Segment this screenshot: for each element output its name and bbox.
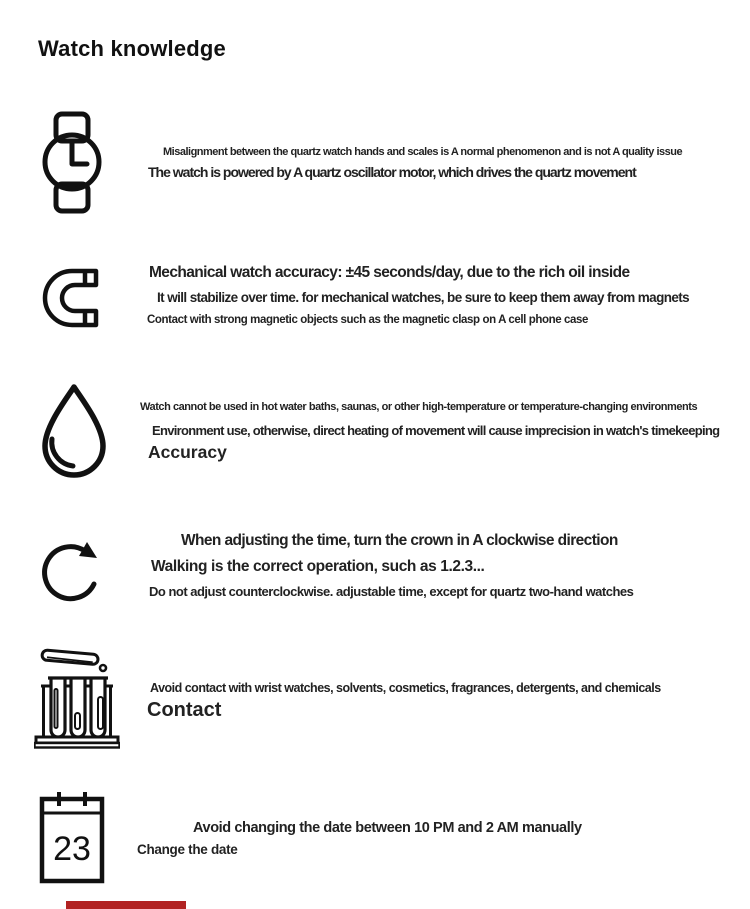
date-headline-text: Avoid changing the date between 10 PM and 2 AM manually	[193, 820, 582, 836]
clockwise-arrow-icon	[39, 521, 105, 611]
quartz-note-text: Misalignment between the quartz watch hands and scales is A normal phenomenon and is not A quality issue	[163, 146, 683, 158]
red-accent-bar	[66, 901, 186, 909]
magnet-icon	[39, 260, 113, 336]
crown-headline-text: When adjusting the time, turn the crown in A clockwise direction	[181, 532, 618, 549]
test-tubes-icon	[34, 645, 120, 749]
magnet-headline-text: Mechanical watch accuracy: ±45 seconds/day, due to the rich oil inside	[149, 264, 630, 281]
magnet-note-text: Contact with strong magnetic objects such as the magnetic clasp on A cell phone case	[147, 314, 588, 326]
crown-note-text: Do not adjust counterclockwise. adjustable time, except for quartz two-hand watches	[149, 584, 634, 599]
page-title: Watch knowledge	[38, 36, 226, 61]
calendar-day-number: 23	[53, 830, 91, 868]
chemicals-note-text: Avoid contact with wrist watches, solvents, cosmetics, fragrances, detergents, and chemicals	[150, 681, 661, 695]
accuracy-heading: Accuracy	[148, 442, 227, 462]
water-drop-icon	[37, 382, 111, 482]
crown-sub-text: Walking is the correct operation, such as 1.2.3...	[151, 558, 485, 575]
quartz-headline-text: The watch is powered by A quartz oscillator motor, which drives the quartz movement	[148, 164, 636, 180]
wristwatch-icon	[37, 111, 107, 214]
contact-heading: Contact	[147, 699, 222, 721]
temperature-sub-text: Environment use, otherwise, direct heating of movement will cause imprecision in watch's timekeeping	[152, 423, 720, 438]
date-sub-text: Change the date	[137, 842, 238, 857]
magnet-sub-text: It will stabilize over time. for mechanical watches, be sure to keep them away from magnets	[157, 290, 690, 305]
temperature-note-text: Watch cannot be used in hot water baths, saunas, or other high-temperature or temperature-changing environments	[140, 401, 698, 413]
calendar-icon	[39, 790, 105, 885]
